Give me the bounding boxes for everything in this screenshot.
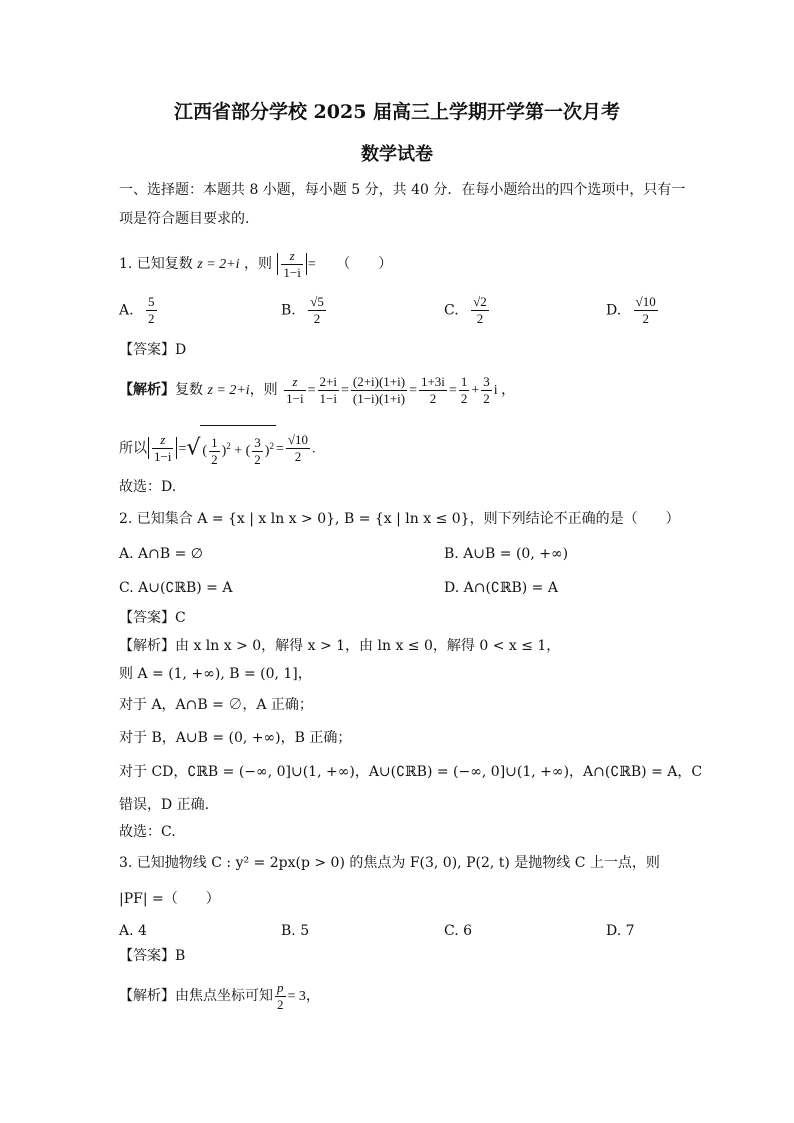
section-line-2: 项是符合题目要求的.	[119, 211, 250, 227]
q2-answer: 【答案】C	[119, 610, 186, 626]
q2-stem: 2. 已知集合 A = {x | x ln x > 0}, B = {x | ln x ≤ 0}，则下列结论不正确的是（ ）	[119, 511, 680, 527]
q1-stem: 1. 已知复数 z = 2+i ，则 $\frac{z}{1-i}$ = （ ）	[119, 247, 393, 280]
q1-lead: 1. 已知复数	[119, 256, 193, 272]
q3-stem-2: |PF| =（ ）	[119, 891, 220, 907]
q3-analysis: 【解析】由焦点坐标可知 $\frac{p}{2}$ = 3，	[119, 979, 320, 1012]
q3-stem-1: 3. 已知抛物线 C : y² = 2px(p > 0) 的焦点为 F(3, 0), P(2, t) 是抛物线 C 上一点，则	[119, 855, 660, 871]
q2-option-c: C. A∪(∁ℝB) = A	[119, 580, 233, 596]
q2-analysis-1: 【解析】由 x ln x > 0，解得 x > 1，由 ln x ≤ 0，解得 0 < x ≤ 1，	[119, 638, 561, 654]
q3-option-a: A. 4	[119, 923, 147, 939]
q1-option-d: D. $\frac{√10}{2}$	[606, 294, 656, 326]
q1-fraction: $\frac{z}{1-i}$	[283, 247, 301, 280]
q2-analysis-3: 对于 A，A∩B = ∅，A 正确；	[119, 697, 313, 713]
q1-option-c: C. $\frac{√2}{2}$	[444, 294, 487, 326]
q3-option-c: C. 6	[444, 923, 473, 939]
q1-answer: 【答案】D	[119, 342, 187, 358]
q2-option-d: D. A∩(∁ℝB) = A	[444, 580, 558, 596]
abs-bar-right	[306, 253, 307, 275]
sqrt-expression: √ ( $\frac{1}{2}$ )$^2$ + ( $\frac{3}{2}$ )$^2$	[186, 425, 276, 472]
q2-analysis-6: 错误，D 正确.	[119, 797, 210, 813]
exam-subtitle: 数学试卷	[361, 144, 433, 165]
q1-analysis-line-1: 【解析】复数 z = 2+i，则 $\frac{z}{1-i}$ = $\frac{2+i}{1-i}$ = $\frac{(2+i)(1+i)}{(1-i)(1+i)}$ = $\frac{1+3i}{2}$ = $\frac{1}{2}$ + $\frac{3}{2}$ i ，	[119, 373, 516, 406]
q2-option-a: A. A∩B = ∅	[119, 546, 203, 562]
exam-title: 江西省部分学校 2025 届高三上学期开学第一次月考	[173, 101, 621, 123]
q3-option-d: D. 7	[606, 923, 635, 939]
q1-pick: 故选：D.	[119, 479, 177, 495]
q1-option-b: B. $\frac{√5}{2}$	[281, 294, 324, 326]
q2-pick: 故选：C.	[119, 824, 176, 840]
q3-answer: 【答案】B	[119, 948, 186, 964]
q2-analysis-4: 对于 B，A∪B = (0, +∞)，B 正确；	[119, 730, 352, 746]
q3-option-b: B. 5	[281, 923, 310, 939]
q1-expr: z = 2+i	[197, 257, 240, 272]
q1-mid: ，则	[243, 256, 272, 272]
abs-bar-left	[277, 253, 278, 275]
q2-analysis-5: 对于 CD，∁ℝB = (−∞, 0]∪(1, +∞)，A∪(∁ℝB) = (−∞, 0]∪(1, +∞)，A∩(∁ℝB) = A，C	[119, 764, 703, 780]
section-line-1: 一、选择题：本题共 8 小题，每小题 5 分，共 40 分．在每小题给出的四个选项中，只有一	[119, 182, 686, 198]
q2-option-b: B. A∪B = (0, +∞)	[444, 546, 569, 562]
q2-analysis-2: 则 A = (1, +∞), B = (0, 1]，	[119, 666, 312, 682]
q1-option-a: A. $\frac{5}{2}$	[119, 294, 155, 326]
q1-blank: （ ）	[336, 256, 393, 272]
q1-analysis-line-2: 所以 $\frac{z}{1-i}$ =√ ( $\frac{1}{2}$ )$^2$ + ( $\frac{3}{2}$ )$^2$ = $\frac{√10}{2}$ .	[119, 425, 316, 472]
